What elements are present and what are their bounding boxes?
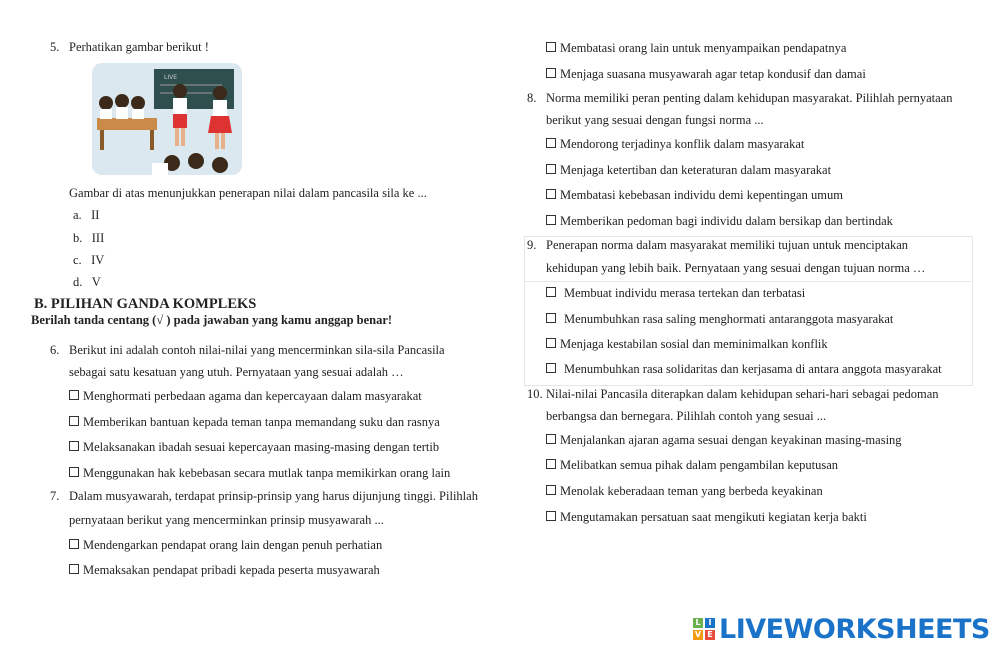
logo-mark-i: I	[705, 618, 715, 628]
checkbox-icon[interactable]	[69, 539, 79, 549]
question-text: Penerapan norma dalam masyarakat memiliki tujuan untuk menciptakan	[546, 238, 909, 252]
checkbox-option[interactable]	[69, 440, 439, 455]
question-text: Dalam musyawarah, terdapat prinsip-prinsip yang harus dijunjung tinggi. Pilihlah	[69, 489, 478, 503]
question-text: Norma memiliki peran penting dalam kehidupan masyarakat. Pilihlah pernyataan	[546, 91, 953, 105]
option-text: Mendorong terjadinya konflik dalam masyarakat	[560, 137, 805, 151]
checkbox-icon[interactable]	[546, 138, 556, 148]
question-number: 5.	[50, 40, 60, 54]
checkbox-option[interactable]	[546, 458, 838, 473]
question-text: Berikut ini adalah contoh nilai-nilai yang mencerminkan sila-sila Pancasila	[69, 343, 445, 357]
checkbox-icon[interactable]	[546, 215, 556, 225]
checkbox-icon[interactable]	[546, 68, 556, 78]
option-text: Menjaga ketertiban dan keteraturan dalam masyarakat	[560, 163, 832, 177]
checkbox-icon[interactable]	[546, 287, 556, 297]
option-text: Menolak keberadaan teman yang berbeda keyakinan	[560, 484, 823, 498]
checkbox-icon[interactable]	[546, 459, 556, 469]
checkbox-icon[interactable]	[69, 416, 79, 426]
checkbox-option[interactable]	[69, 415, 440, 430]
question-text: sebagai satu kesatuan yang utuh. Pernyataan yang sesuai adalah …	[69, 365, 404, 379]
checkbox-option[interactable]	[546, 188, 843, 203]
checkbox-icon[interactable]	[69, 467, 79, 477]
checkbox-icon[interactable]	[69, 390, 79, 400]
liveworksheets-logo[interactable]	[693, 613, 990, 645]
question-number: 10.	[527, 387, 543, 401]
option-text: Memberikan bantuan kepada teman tanpa memandang suku dan rasnya	[83, 415, 440, 429]
checkbox-option[interactable]	[546, 433, 902, 448]
checkbox-icon[interactable]	[546, 338, 556, 348]
checkbox-icon[interactable]	[546, 164, 556, 174]
question-number: 9.	[527, 238, 537, 252]
logo-text: LIVEWORKSHEETS	[719, 613, 990, 645]
option-text: Menjalankan ajaran agama sesuai dengan keyakinan masing-masing	[560, 433, 902, 447]
checkbox-option[interactable]	[546, 312, 893, 327]
question-caption: Gambar di atas menunjukkan penerapan nilai dalam pancasila sila ke ...	[69, 186, 427, 200]
checkbox-icon[interactable]	[546, 511, 556, 521]
checkbox-icon[interactable]	[546, 485, 556, 495]
option-text: Menjaga kestabilan sosial dan meminimalkan konflik	[560, 337, 828, 351]
option-text: Membatasi kebebasan individu demi kepentingan umum	[560, 188, 843, 202]
classroom-illustration	[92, 63, 242, 175]
section-instruction: Berilah tanda centang (√ ) pada jawaban yang kamu anggap benar!	[31, 313, 393, 327]
option-text: Memaksakan pendapat pribadi kepada peserta musyawarah	[83, 563, 380, 577]
question-number: 8.	[527, 91, 537, 105]
question-text: Perhatikan gambar berikut !	[69, 40, 209, 54]
checkbox-icon[interactable]	[546, 363, 556, 373]
option-c[interactable]	[73, 253, 104, 268]
option-a[interactable]	[73, 208, 99, 223]
question-text: kehidupan yang lebih baik. Pernyataan yang sesuai dengan tujuan norma …	[546, 261, 926, 275]
option-text: Menumbuhkan rasa saling menghormati antaranggota masyarakat	[564, 312, 894, 326]
logo-mark-l: L	[693, 618, 703, 628]
option-text: Melibatkan semua pihak dalam pengambilan keputusan	[560, 458, 839, 472]
logo-mark-icon	[693, 618, 715, 640]
option-text: Menggunakan hak kebebasan secara mutlak tanpa memikirkan orang lain	[83, 466, 451, 480]
checkbox-icon[interactable]	[546, 189, 556, 199]
checkbox-option[interactable]	[69, 389, 422, 404]
logo-mark-e: E	[705, 630, 715, 640]
checkbox-option[interactable]	[546, 214, 893, 229]
option-text: Mengutamakan persatuan saat mengikuti kegiatan kerja bakti	[560, 510, 867, 524]
option-text: Mendengarkan pendapat orang lain dengan penuh perhatian	[83, 538, 383, 552]
question-text: berbangsa dan bernegara. Pilihlah contoh yang sesuai ...	[546, 409, 827, 423]
checkbox-option[interactable]	[546, 362, 942, 377]
question-number: 7.	[50, 489, 60, 503]
option-text: Menumbuhkan rasa solidaritas dan kerjasama di antara anggota masyarakat	[564, 362, 942, 376]
checkbox-icon[interactable]	[546, 313, 556, 323]
checkbox-option[interactable]	[546, 137, 804, 152]
checkbox-option[interactable]	[546, 510, 867, 525]
question-text: berikut yang sesuai dengan fungsi norma ...	[546, 113, 764, 127]
option-text: Melaksanakan ibadah sesuai kepercayaan masing-masing dengan tertib	[83, 440, 440, 454]
section-heading: B. PILIHAN GANDA KOMPLEKS	[34, 296, 257, 312]
logo-mark-v: V	[694, 630, 702, 639]
option-text: V	[91, 275, 101, 289]
checkbox-option[interactable]	[546, 41, 846, 56]
question-number: 6.	[50, 343, 60, 357]
checkbox-option[interactable]	[546, 337, 828, 352]
option-text: III	[91, 231, 105, 245]
option-text: Menjaga suasana musyawarah agar tetap kondusif dan damai	[560, 67, 866, 81]
option-text: IV	[91, 253, 105, 267]
checkbox-option[interactable]	[546, 484, 823, 499]
checkbox-option[interactable]	[546, 163, 831, 178]
checkbox-icon[interactable]	[69, 564, 79, 574]
option-text: Membatasi orang lain untuk menyampaikan pendapatnya	[560, 41, 847, 55]
option-letter: a.	[73, 208, 82, 222]
option-b[interactable]	[73, 231, 104, 246]
checkbox-option[interactable]	[546, 67, 866, 82]
checkbox-option[interactable]	[546, 286, 805, 301]
checkbox-icon[interactable]	[69, 441, 79, 451]
divider	[524, 281, 971, 282]
option-text: II	[91, 208, 100, 222]
checkbox-option[interactable]	[69, 563, 380, 578]
checkbox-option[interactable]	[69, 466, 450, 481]
question-text: pernyataan berikut yang mencerminkan prinsip musyawarah ...	[69, 513, 384, 527]
option-letter: b.	[73, 231, 83, 245]
board-text: LIVE	[164, 74, 178, 81]
question-text: Nilai-nilai Pancasila diterapkan dalam kehidupan sehari-hari sebagai pedoman	[546, 387, 939, 401]
checkbox-icon[interactable]	[546, 42, 556, 52]
option-letter: c.	[73, 253, 82, 267]
option-letter: d.	[73, 275, 83, 289]
option-text: Menghormati perbedaan agama dan kepercayaan dalam masyarakat	[83, 389, 422, 403]
checkbox-option[interactable]	[69, 538, 382, 553]
option-d[interactable]	[73, 275, 101, 290]
option-text: Membuat individu merasa tertekan dan terbatasi	[564, 286, 806, 300]
checkbox-icon[interactable]	[546, 434, 556, 444]
option-text: Memberikan pedoman bagi individu dalam bersikap dan bertindak	[560, 214, 893, 228]
